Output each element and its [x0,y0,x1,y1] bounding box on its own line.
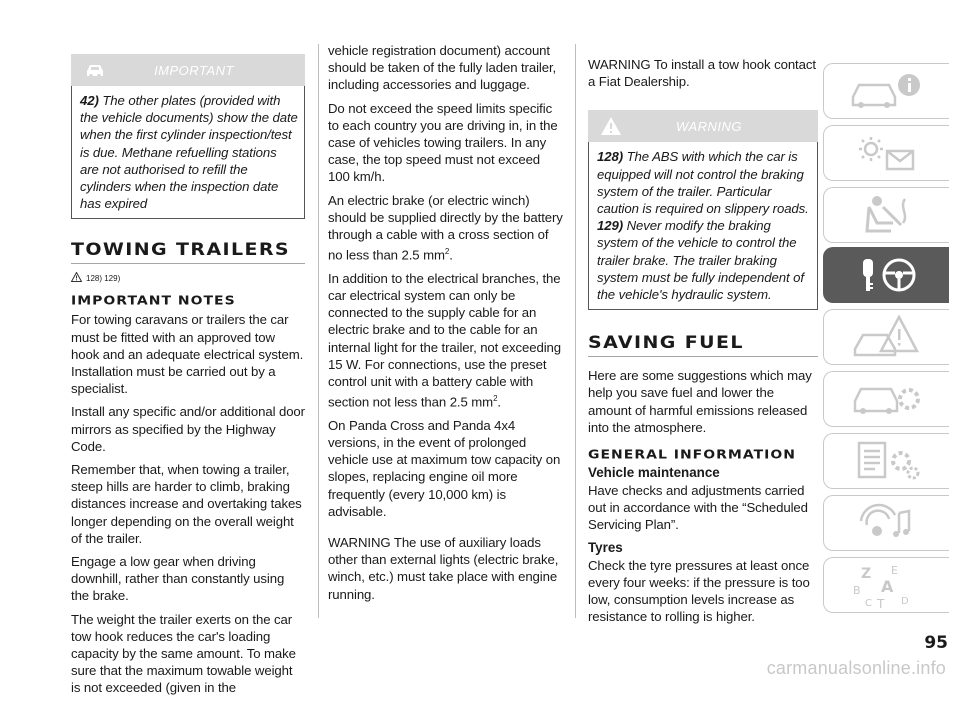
warning-box [588,110,818,310]
warning-box-title: WARNING [675,118,743,134]
specs-gear-icon [847,439,927,483]
column-left [71,54,305,703]
tab-index[interactable] [823,557,949,613]
tab-multimedia[interactable] [823,495,949,551]
key-steering-wheel-icon [847,253,927,297]
paragraph-warning: WARNING The use of auxiliary loads other than external lights (electric brake, winch, etc.) must take place with engine running. [328,535,559,602]
paragraph: Engage a low gear when driving downhill, rather than constantly using the brake. [71,554,285,604]
svg-text:C: C [864,598,872,609]
svg-text:D: D [900,596,909,607]
svg-text:B: B [852,584,861,597]
note-number: 42) [80,93,99,108]
page-number: 95 [924,633,948,653]
paragraph-end: . [497,394,501,410]
tab-technical-data[interactable] [823,433,949,489]
section-heading-towing-trailers: TOWING TRAILERS [71,241,305,265]
paragraph: On Panda Cross and Panda 4x4 versions, in the event of prolonged vehicle use at maximum tow capacity on slopes, replacing engine oil more frequently (every 10,000 km) is advisable. [328,417,561,519]
subheading-vehicle-maintenance: Vehicle maintenance [588,465,720,481]
tab-emergency[interactable] [823,309,949,365]
section-heading-saving-fuel: SAVING FUEL [588,333,818,357]
important-box-header [71,54,305,86]
paragraph: Have checks and adjustments carried out in accordance with the “Scheduled Servicing Plan”. [588,483,808,533]
svg-text:T: T [876,597,884,610]
note-text: The other plates (provided with the vehicle documents) show the date when the first cylinder inspection/test is due. Methane refuelling stations are not authorised to refill the cylinders when the inspection date has expired [80,93,298,212]
paragraph-end: . [449,247,453,263]
tab-car-info[interactable] [823,63,949,119]
subheading-tyres: Tyres [588,539,623,555]
dashboard-lights-icon [847,131,927,175]
paragraph: Remember that, when towing a trailer, steep hills are harder to climb, braking distances increase and overtaking takes longer depending on the overall weight of the trailer. [71,462,302,546]
car-service-icon [847,377,927,421]
alphabetical-index-icon [847,560,927,610]
reference-numbers: 128) 129) [86,273,121,283]
watermark: carmanualsonline.info [766,658,946,678]
paragraph-text: In addition to the electrical branches, the car electrical system can only be connected to the supply cable for an electric brake and to the cable for an internal light for the trailer, not exceeding 15 W. For connections, use the preset control unit with a battery cable with section not less than 2.5 mm [328,270,562,410]
column-right [588,56,818,631]
superscript: 2 [493,394,498,404]
car-warning-icon [83,60,107,85]
column-divider [318,44,319,618]
paragraph-warning: WARNING To install a tow hook contact a Fiat Dealership. [588,57,816,90]
note-number: 128) [597,149,623,165]
note-text: The ABS with which the car is equipped will not control the braking system of the trailer. Particular caution is required on slippery roads. [597,149,809,217]
seat-airbag-icon [847,193,927,237]
paragraph: For towing caravans or trailers the car must be fitted with an approved tow hook and an adequate electrical system. Installation must be carried out by a specialist. [71,312,304,397]
car-info-icon [847,69,927,113]
subheading-general-information: GENERAL INFORMATION [588,447,796,463]
tab-starting-driving[interactable] [823,247,949,303]
important-box-body [71,86,305,219]
svg-text:Z: Z [860,566,871,582]
multimedia-icon [847,501,927,545]
warning-triangle-icon [847,315,927,359]
paragraph [328,270,564,411]
warning-references [71,272,305,284]
warning-box-header [588,110,818,142]
paragraph: The weight the trailer exerts on the car tow hook reduces the car's loading capacity by the same amount. To make sure that the maximum towable weight is not exceeded (given in the [71,611,296,696]
tab-dashboard-lights[interactable] [823,125,949,181]
paragraph: Do not exceed the speed limits specific to each country you are driving in, in the case of vehicles towing trailers. In any case, the top speed must not exceed 100 km/h. [328,100,558,185]
svg-text:A: A [880,577,893,596]
note-number: 129) [597,218,623,234]
paragraph-text: An electric brake (or electric winch) should be supplied directly by the battery through a cable with a cross section of no less than 2.5 mm [328,192,563,263]
paragraph: Install any specific and/or additional door mirrors as specified by the Highway Code. [71,404,305,454]
tab-seats-safety[interactable] [823,187,949,243]
paragraph: Check the tyre pressures at least once every four weeks: if the pressure is too low, consumption levels increase as resistance to rolling is higher. [588,557,810,625]
important-box-title: IMPORTANT [154,62,234,78]
paragraph: vehicle registration document) account should be taken of the fully laden trailer, including accessories and luggage. [328,43,557,93]
subheading-important-notes: IMPORTANT NOTES [71,294,236,309]
column-divider [575,44,576,618]
column-middle [328,42,564,609]
paragraph: Here are some suggestions which may help you save fuel and lower the amount of harmful emissions released into the atmosphere. [588,368,812,435]
paragraph [328,192,564,264]
note-text: Never modify the braking system of the vehicle to control the trailer brake. The trailer braking system must be fully independent of the vehicle's hydraulic system. [597,218,804,303]
tab-servicing[interactable] [823,371,949,427]
important-box [71,54,305,219]
warning-triangle-icon [71,272,82,284]
warning-box-body [588,142,818,310]
svg-text:E: E [890,564,898,577]
superscript: 2 [444,247,450,257]
warning-triangle-icon [600,116,622,141]
